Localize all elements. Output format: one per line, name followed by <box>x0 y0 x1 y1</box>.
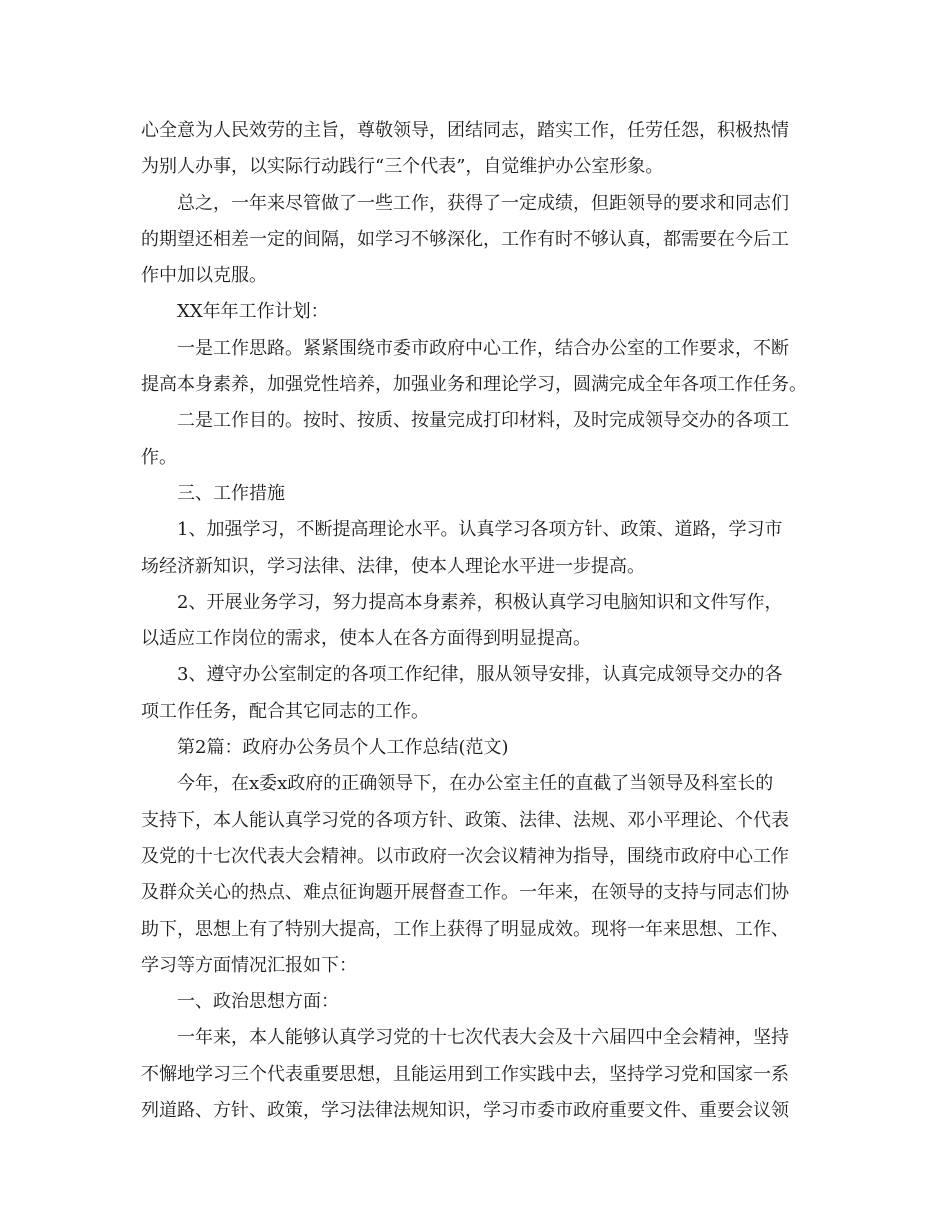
text-line: 及党的十七次代表大会精神。以市政府一次会议精神为指导，围绕市政府中心工作 <box>141 845 789 867</box>
text-line: 一年来，本人能够认真学习党的十七次代表大会及十六届四中全会精神，坚持 <box>177 1027 789 1049</box>
paragraph <box>141 766 821 984</box>
text-line: 列道路、方针、政策，学习法律法规知识，学习市委市政府重要文件、重要会议领 <box>141 1100 789 1122</box>
document-body <box>141 113 821 1129</box>
text-line: 不懈地学习三个代表重要思想，且能运用到工作实践中去，坚持学习党和国家一系 <box>141 1063 789 1085</box>
paragraph <box>141 476 821 512</box>
text-line: 心全意为人民效劳的主旨，尊敬领导，团结同志，踏实工作，任劳任怨，积极热情 <box>141 120 789 141</box>
text-line: 学习等方面情况汇报如下： <box>141 954 357 976</box>
paragraph <box>141 403 821 476</box>
text-line: 一、政治思想方面： <box>177 991 339 1013</box>
text-line: 第2篇：政府办公务员个人工作总结(范文) <box>177 737 509 759</box>
text-line: 项工作任务，配合其它同志的工作。 <box>141 700 429 722</box>
text-line: XX年年工作计划： <box>177 301 329 323</box>
text-line: 提高本身素养，加强党性培养，加强业务和理论学习，圆满完成全年各项工作任务。 <box>141 374 807 396</box>
text-line: 为别人办事，以实际行动践行“三个代表”，自觉维护办公室形象。 <box>141 156 664 178</box>
paragraph <box>141 1020 821 1129</box>
text-line: 总之，一年来尽管做了一些工作，获得了一定成绩，但距领导的要求和同志们 <box>177 192 789 214</box>
text-line: 三、工作措施 <box>177 482 285 504</box>
text-line: 支持下，本人能认真学习党的各项方针、政策、法律、法规、邓小平理论、个代表 <box>141 809 789 831</box>
text-line: 二是工作目的。按时、按质、按量完成打印材料，及时完成领导交办的各项工 <box>177 410 789 432</box>
text-line: 作。 <box>141 446 177 468</box>
text-line: 场经济新知识，学习法律、法律，使本人理论水平进一步提高。 <box>141 555 645 577</box>
paragraph <box>141 730 821 766</box>
paragraph <box>141 113 821 186</box>
paragraph <box>141 984 821 1020</box>
paragraph <box>141 294 821 330</box>
text-line: 助下，思想上有了特别大提高，工作上获得了明显成效。现将一年来思想、工作、 <box>141 918 789 940</box>
text-line: 今年，在x委x政府的正确领导下，在办公室主任的直截了当领导及科室长的 <box>177 773 774 795</box>
text-line: 以适应工作岗位的需求，使本人在各方面得到明显提高。 <box>141 628 591 650</box>
paragraph <box>141 512 821 585</box>
text-line: 及群众关心的热点、难点征询题开展督查工作。一年来，在领导的支持与同志们协 <box>141 882 789 904</box>
paragraph <box>141 331 821 404</box>
text-line: 1、加强学习，不断提高理论水平。认真学习各项方针、政策、道路，学习市 <box>177 519 783 541</box>
text-line: 2、开展业务学习，努力提高本身素养，积极认真学习电脑知识和文件写作， <box>177 591 783 613</box>
text-line: 一是工作思路。紧紧围绕市委市政府中心工作，结合办公室的工作要求，不断 <box>177 337 789 359</box>
paragraph <box>141 186 821 295</box>
text-line: 的期望还相差一定的间隔，如学习不够深化，工作有时不够认真，都需要在今后工 <box>141 228 789 250</box>
text-line: 3、遵守办公室制定的各项工作纪律，服从领导安排，认真完成领导交办的各 <box>177 664 783 686</box>
paragraph <box>141 657 821 730</box>
paragraph <box>141 585 821 658</box>
text-line: 作中加以克服。 <box>141 265 267 287</box>
